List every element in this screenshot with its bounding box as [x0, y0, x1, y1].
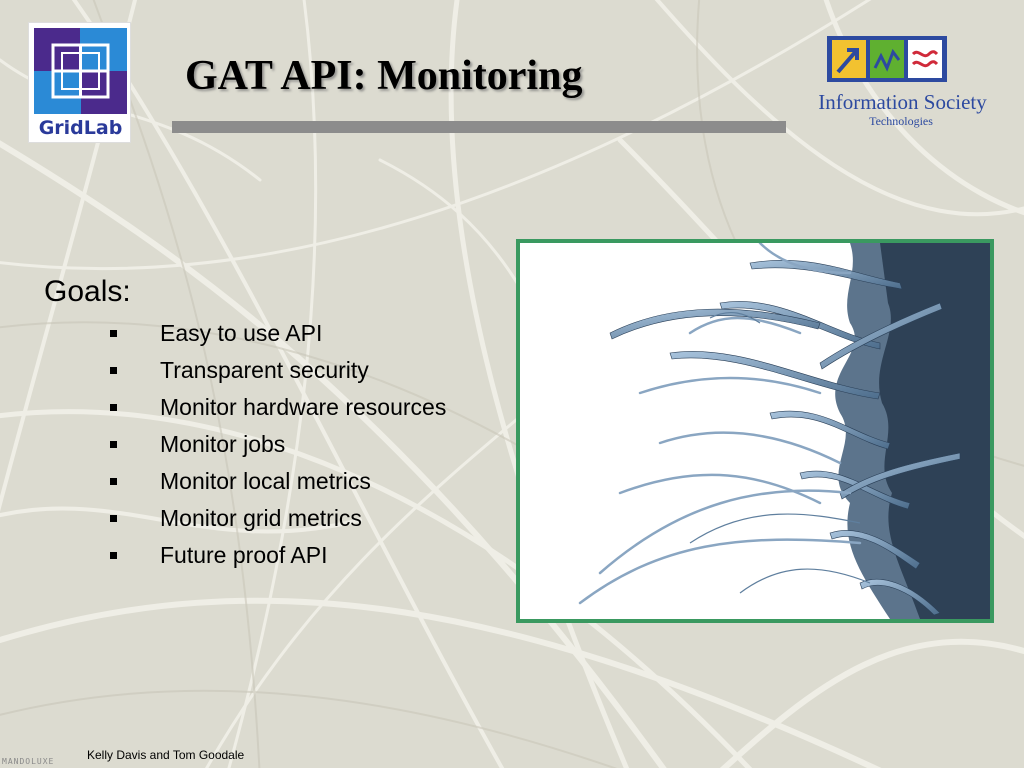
square-bullet-icon — [110, 478, 117, 485]
list-item: Monitor jobs — [0, 429, 520, 466]
square-bullet-icon — [110, 515, 117, 522]
square-bullet-icon — [110, 330, 117, 337]
square-bullet-icon — [110, 441, 117, 448]
list-item: Monitor hardware resources — [0, 392, 520, 429]
ist-logo — [805, 30, 1000, 130]
watermark: MANDOLUXE — [2, 757, 55, 766]
list-item: Monitor local metrics — [0, 466, 520, 503]
square-bullet-icon — [110, 367, 117, 374]
list-item: Monitor grid metrics — [0, 503, 520, 540]
ist-logo-subtitle: Technologies — [869, 114, 933, 128]
goals-bullet-list — [0, 318, 520, 577]
list-item: Easy to use API — [0, 318, 520, 355]
abstract-ribbons-illustration — [520, 243, 990, 619]
list-item: Future proof API — [0, 540, 520, 577]
ist-logo-title: Information Society — [818, 90, 987, 114]
goals-heading: Goals: — [44, 275, 131, 308]
gridlab-logo — [28, 22, 131, 143]
slide-title: GAT API: Monitoring — [185, 53, 583, 99]
square-bullet-icon — [110, 404, 117, 411]
abstract-illustration-frame — [516, 239, 994, 623]
list-item: Transparent security — [0, 355, 520, 392]
title-underline-bar — [172, 121, 786, 133]
footer-authors: Kelly Davis and Tom Goodale — [87, 748, 245, 762]
gridlab-logo-text: GridLab — [38, 117, 123, 139]
square-bullet-icon — [110, 552, 117, 559]
